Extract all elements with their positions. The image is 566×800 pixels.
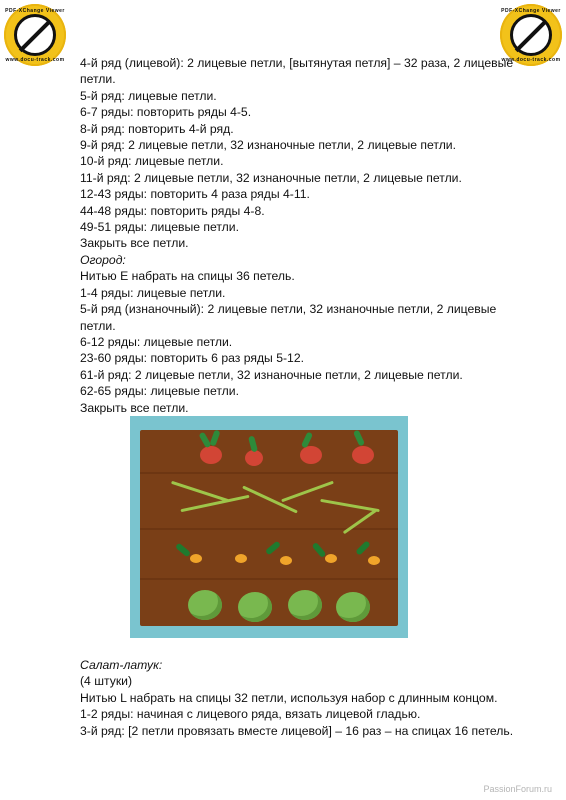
instruction-line: 1-2 ряды: начиная с лицевого ряда, вязать лицевой гладью.: [80, 707, 421, 722]
pdf-xchange-badge-left[interactable]: [4, 4, 66, 66]
radish: [352, 446, 374, 464]
carrot: [280, 556, 292, 565]
lettuce-ball: [238, 592, 272, 622]
row-ridge: [140, 472, 398, 474]
badge-bottom-text: www.docu-track.com: [501, 57, 561, 63]
carrot: [368, 556, 380, 565]
instruction-line: Закрыть все петли.: [80, 400, 189, 415]
carrot-top: [312, 542, 327, 558]
instruction-line: 12-43 ряды: повторить 4 раза ряды 4-11.: [80, 187, 310, 202]
instruction-line: Нитью E набрать на спицы 36 петель.: [80, 269, 295, 284]
instructions-block-garden: [80, 268, 520, 416]
radish-leaf: [353, 429, 365, 446]
instruction-line: 62-65 ряды: лицевые петли.: [80, 384, 239, 399]
instruction-line: Нитью L набрать на спицы 32 петли, используя набор с длинным концом.: [80, 690, 498, 705]
lettuce-ball: [188, 590, 222, 620]
radish: [300, 446, 322, 464]
lettuce-ball: [288, 590, 322, 620]
instruction-line: 5-й ряд (изнаночный): 2 лицевые петли, 32 изнаночные петли, 2 лицевые: [80, 302, 497, 317]
section-heading-lettuce: Салат-латук:: [80, 658, 163, 672]
instruction-line: Закрыть все петли.: [80, 236, 189, 251]
instructions-block-top: [80, 55, 520, 252]
onion-leaves: [320, 499, 380, 512]
carrot: [235, 554, 247, 563]
instruction-line: 61-й ряд: 2 лицевые петли, 32 изнаночные петли, 2 лицевые петли.: [80, 367, 463, 382]
no-sign-icon: [14, 14, 56, 56]
instruction-line: петли.: [80, 72, 116, 87]
instruction-line: 11-й ряд: 2 лицевые петли, 32 изнаночные петли, 2 лицевые петли.: [80, 170, 462, 185]
instruction-line: 9-й ряд: 2 лицевые петли, 32 изнаночные петли, 2 лицевые петли.: [80, 138, 457, 153]
radish: [200, 446, 222, 464]
instruction-line: 23-60 ряды: повторить 6 раз ряды 5-12.: [80, 351, 304, 366]
instruction-line: (4 штуки): [80, 674, 133, 689]
document-body: [80, 55, 520, 416]
row-ridge: [140, 578, 398, 580]
soil-bed: [140, 430, 398, 626]
carrot: [325, 554, 337, 563]
instructions-block-lettuce: [80, 673, 520, 739]
instruction-line: 1-4 ряды: лицевые петли.: [80, 285, 226, 300]
row-ridge: [140, 528, 398, 530]
carrot: [190, 554, 202, 563]
onion-leaves: [343, 509, 377, 534]
carrot-top: [355, 540, 371, 556]
instruction-line: 5-й ряд: лицевые петли.: [80, 88, 217, 103]
instruction-line: 49-51 ряды: лицевые петли.: [80, 220, 239, 235]
instruction-line: 8-й ряд: повторить 4-й ряд.: [80, 121, 234, 136]
instruction-line: 10-й ряд: лицевые петли.: [80, 154, 224, 169]
instruction-line: 44-48 ряды: повторить ряды 4-8.: [80, 203, 265, 218]
badge-top-text: PDF-XChange Viewer: [501, 8, 561, 14]
instruction-line: 4-й ряд (лицевой): 2 лицевые петли, [вытянутая петля] – 32 раза, 2 лицевые: [80, 56, 514, 70]
radish: [245, 450, 263, 466]
radish-leaf: [209, 429, 220, 446]
carrot-top: [265, 541, 281, 556]
instruction-line: 6-12 ряды: лицевые петли.: [80, 334, 233, 349]
document-body-lower: [80, 657, 520, 739]
instruction-line: 6-7 ряды: повторить ряды 4-5.: [80, 105, 252, 120]
lettuce-ball: [336, 592, 370, 622]
site-watermark: PassionForum.ru: [483, 784, 552, 794]
section-heading-garden: Огород:: [80, 252, 126, 267]
carrot-top: [175, 543, 191, 558]
badge-top-text: PDF-XChange Viewer: [5, 8, 65, 14]
radish-leaf: [198, 432, 211, 449]
instruction-line: 3-й ряд: [2 петли провязать вместе лицевой] – 16 раз – на спицах 16 петель.: [80, 723, 514, 738]
instruction-line: петли.: [80, 318, 116, 333]
onion-leaves: [171, 481, 229, 502]
badge-bottom-text: www.docu-track.com: [5, 57, 65, 63]
no-sign-icon: [510, 14, 552, 56]
knitted-garden-photo: [130, 416, 408, 638]
